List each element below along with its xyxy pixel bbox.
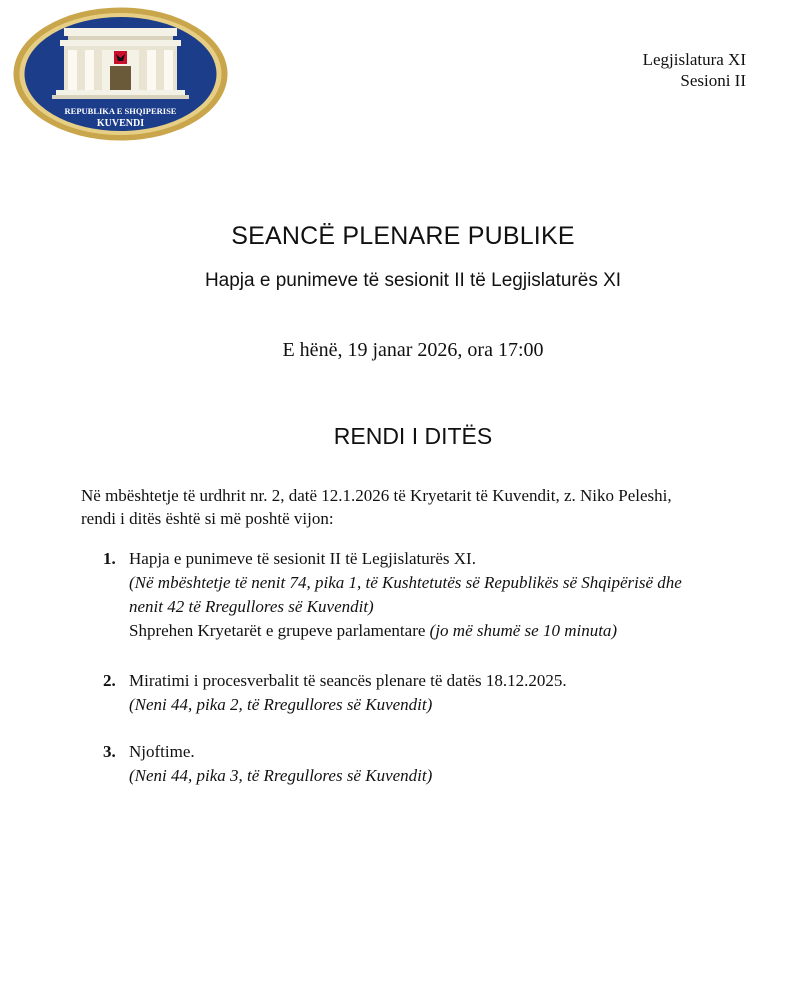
- agenda-item-number: 2.: [103, 671, 116, 690]
- agenda-intro-line: rendi i ditës është si më poshtë vijon:: [81, 509, 334, 528]
- agenda-intro: [81, 484, 761, 530]
- agenda-item-note: [129, 619, 769, 643]
- agenda-item-note-text: Shprehen Kryetarët e grupeve parlamentare: [129, 621, 430, 640]
- agenda-item-number: 1.: [103, 549, 116, 568]
- agenda-item-title: Njoftime.: [129, 742, 195, 761]
- session-date: E hënë, 19 janar 2026, ora 17:00: [282, 339, 544, 361]
- agenda-item-reference: nenit 42 të Rregullores së Kuvendit): [129, 597, 374, 616]
- agenda-item-note-duration: (jo më shumë se 10 minuta): [429, 621, 618, 640]
- agenda-heading: RENDI I DITËS: [333, 423, 493, 449]
- agenda-item-title: Hapja e punimeve të sesionit II të Legjislaturës XI.: [129, 549, 476, 568]
- agenda-item-number: 3.: [103, 742, 116, 761]
- logo-text-republic: REPUBLIKA E SHQIPERISE: [64, 106, 177, 116]
- albanian-eagle-icon: [114, 51, 127, 64]
- logo-text-kuvendi: KUVENDI: [96, 118, 145, 129]
- page-title: SEANCË PLENARE PUBLIKE: [231, 222, 575, 250]
- agenda-item-reference: (Neni 44, pika 3, të Rregullores së Kuvendit): [129, 766, 433, 785]
- agenda-intro-line: Në mbështetje të urdhrit nr. 2, datë 12.1.2026 të Kryetarit të Kuvendit, z. Niko Peleshi,: [81, 486, 672, 505]
- agenda-item-reference: (Në mbështetje të nenit 74, pika 1, të Kushtetutës së Republikës së Shqipërisë dhe: [129, 573, 682, 592]
- kuvendi-logo: [12, 6, 229, 142]
- legislature-label: Legjislatura XI: [642, 50, 746, 69]
- session-label: Sesioni II: [680, 71, 746, 90]
- agenda-item-title: Miratimi i procesverbalit të seancës plenare të datës 18.12.2025.: [129, 671, 567, 690]
- legislature-info: [643, 49, 746, 91]
- agenda-item-reference: (Neni 44, pika 2, të Rregullores së Kuvendit): [129, 695, 433, 714]
- page-subtitle: Hapja e punimeve të sesionit II të Legjislaturës XI: [204, 270, 622, 291]
